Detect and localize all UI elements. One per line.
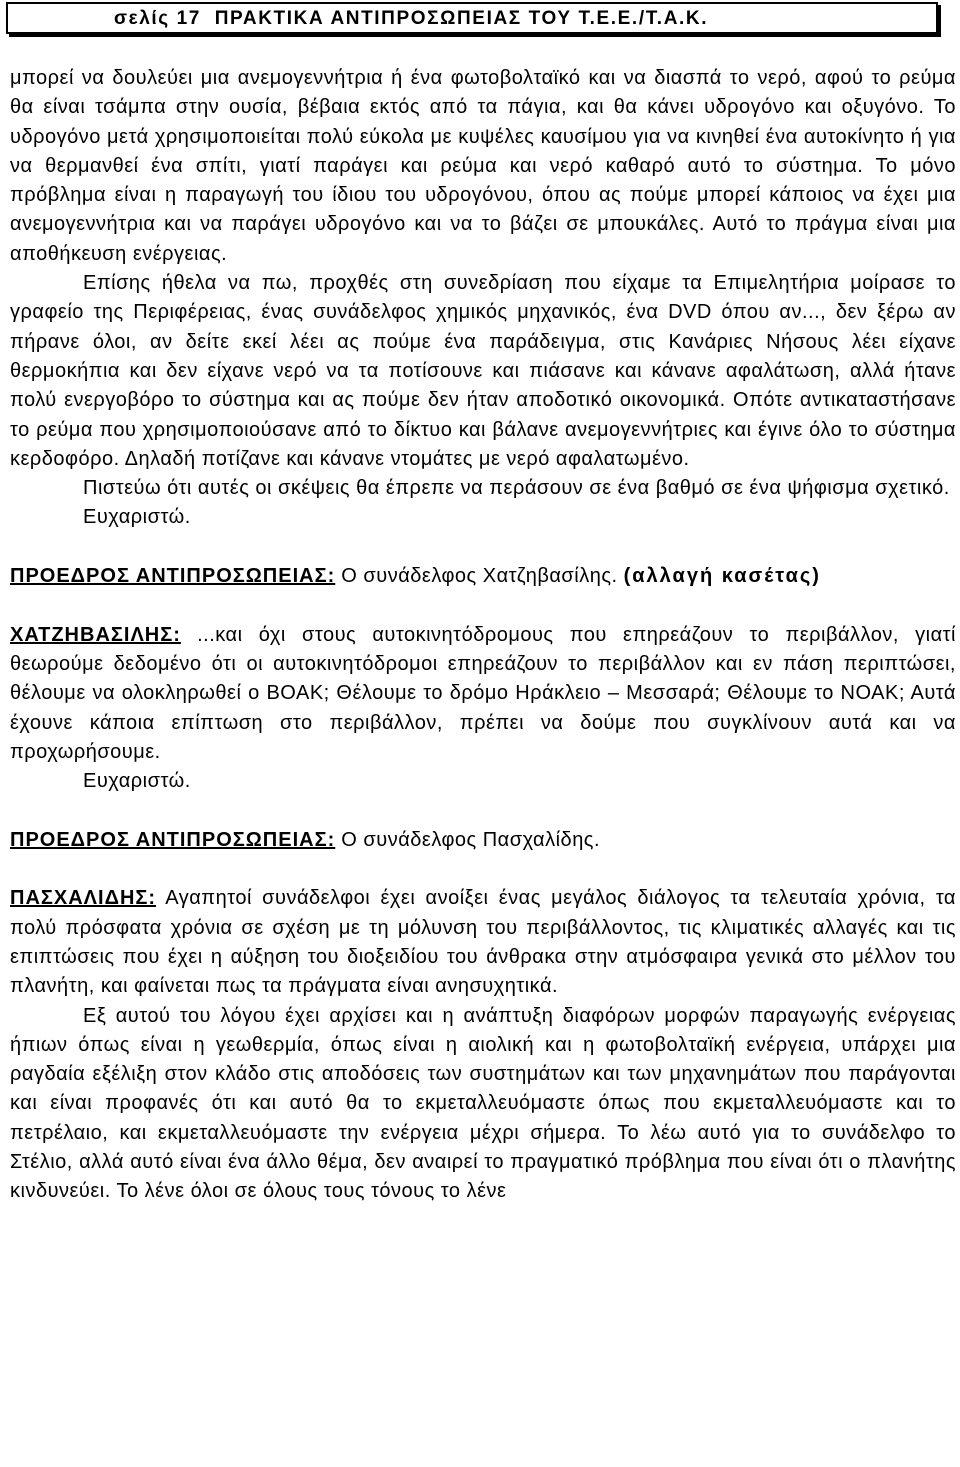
paragraph: μπορεί να δουλεύει μια ανεμογεννήτρια ή ένα φωτοβολταϊκό και να διασπά το νερό, αφού το ρεύμα θα είναι τσάμπα στην ουσία, βέβαια εκτός από τα πάγια, και θα κάνει υδρογόνο και οξυγόνο. Το υδρογόνο μετά χρησιμοποιείται πολύ εύκολα με κυψέλες καυσίμου για να κινηθεί ένα αυτοκίνητο ή για να θερμανθεί ένα σπίτι, γιατί παράγει και ρεύμα και νερό καθαρό αυτό το σύστημα. Το μόνο πρόβλημα είναι η παραγωγή του ίδιου του υδρογόνου, όπου ας πούμε μπορεί κάποιος να έχει μια ανεμογεννήτρια και να παράγει υδρογόνο και να το βάζει σε μπουκάλες. Αυτό το πράγμα είναι μια αποθήκευση ενέργειας. — [10, 67, 956, 265]
document-body — [10, 64, 956, 1207]
closing-thanks: Ευχαριστώ. — [83, 506, 191, 529]
speech-text: Ο συνάδελφος Πασχαλίδης. — [335, 828, 601, 851]
tape-change-note: (αλλαγή κασέτας) — [623, 565, 821, 588]
page-header — [6, 2, 938, 34]
closing-thanks: Ευχαριστώ. — [83, 770, 191, 793]
speech-text: ...και όχι στους αυτοκινητόδρομους που επηρεάζουν το περιβάλλον, γιατί θεωρούμε δεδομένο ότι οι αυτοκινητόδρομοι επηρεάζουν το περιβάλλον και εν πάση περιπτώσει, θέλουμε να ολοκληρωθεί ο ΒΟΑΚ; Θέλουμε το δρόμο Ηράκλειο – Μεσσαρά; Θέλουμε το ΝΟΑΚ; Αυτά έχουνε κάποια επίπτωση στο περιβάλλον, πρέπει να δούμε που συγκλίνουν αυτά και να προχωρήσουμε. — [10, 623, 956, 763]
page-header-title: σελίς 17 ΠΡΑΚΤΙΚΑ ΑΝΤΙΠΡΟΣΩΠΕΙΑΣ ΤΟΥ Τ.Ε.Ε./Τ.Α.Κ. — [114, 8, 709, 29]
speech-chatzivasilis — [10, 621, 956, 767]
speech-text: Ο συνάδελφος Χατζηβασίλης. — [335, 565, 624, 588]
paragraph: Εξ αυτού του λόγου έχει αρχίσει και η ανάπτυξη διαφόρων μορφών παραγωγής ενέργειας ήπιων όπως είναι η γεωθερμία, όπως είναι η αιολική και η φωτοβολταϊκή ενέργεια, υπάρχει μια ραγδαία εξέλιξη στον κλάδο στις αποδόσεις των συστημάτων και των μηχανημάτων που παράγονται και είναι προφανές ότι και αυτό θα το εκμεταλλευόμαστε όπως που εκμεταλλευόμαστε και το πετρέλαιο, και εκμεταλλευόμαστε την ενέργεια μέχρι σήμερα. Το λέω αυτό για το συνάδελφο το Στέλιο, αλλά αυτό είναι ένα άλλο θέμα, δεν αναιρεί το πραγματικό πρόβλημα που είναι ότι ο πλανήτης κινδυνεύει. Το λένε όλοι σε όλους τους τόνους το λένε — [10, 1004, 956, 1203]
speaker-name: ΧΑΤΖΗΒΑΣΙΛΗΣ: — [10, 623, 181, 646]
speaker-name: ΠΑΣΧΑΛΙΔΗΣ: — [10, 887, 157, 910]
speech-chair-2 — [10, 826, 956, 855]
paragraph: Επίσης ήθελα να πω, προχθές στη συνεδρίαση που είχαμε τα Επιμελητήρια μοίρασε το γραφείο της Περιφέρειας, ένας συνάδελφος χημικός μηχανικός, ένα DVD όπου αν..., δεν ξέρω αν πήρανε όλοι, αν δείτε εκεί λέει ας πούμε ένα παράδειγμα, στις Κανάριες Νήσους λέει είχανε θερμοκήπια και δεν είχανε νερό να τα ποτίσουνε και πιάσανε και κάνανε αφαλάτωση, αλλά ήτανε πολύ ενεργοβόρο το σύστημα και ας πούμε δεν ήταν αποδοτικό οικονομικά. Οπότε αντικαταστήσανε το ρεύμα που χρησιμοποιούσανε από το δίκτυο και βάλανε ανεμογεννήτριες και έγινε όλο το σύστημα κερδοφόρο. Δηλαδή ποτίζανε και κάνανε ντομάτες με νερό αφαλατωμένο. — [10, 272, 956, 470]
speech-paschalidis — [10, 884, 956, 1001]
paragraph: Πιστεύω ότι αυτές οι σκέψεις θα έπρεπε να περάσουν σε ένα βαθμό σε ένα ψήφισμα σχετικό. — [83, 477, 950, 500]
speech-text: Αγαπητοί συνάδελφοι έχει ανοίξει ένας μεγάλος διάλογος τα τελευταία χρόνια, τα πολύ πρόσφατα χρόνια σε σχέση με τη μόλυνση του περιβάλλοντος, τις κλιματικές αλλαγές και τις επιπτώσεις που έχει η αύξηση του διοξειδίου του άνθρακα στην ατμόσφαιρα γενικά στο μέλλον του πλανήτη, και φαίνεται πως τα πράγματα είναι ανησυχητικά. — [10, 887, 956, 998]
speaker-name: ΠΡΟΕΔΡΟΣ ΑΝΤΙΠΡΟΣΩΠΕΙΑΣ: — [10, 565, 336, 588]
speaker-name: ΠΡΟΕΔΡΟΣ ΑΝΤΙΠΡΟΣΩΠΕΙΑΣ: — [10, 828, 336, 851]
speech-chair-1 — [10, 562, 956, 591]
